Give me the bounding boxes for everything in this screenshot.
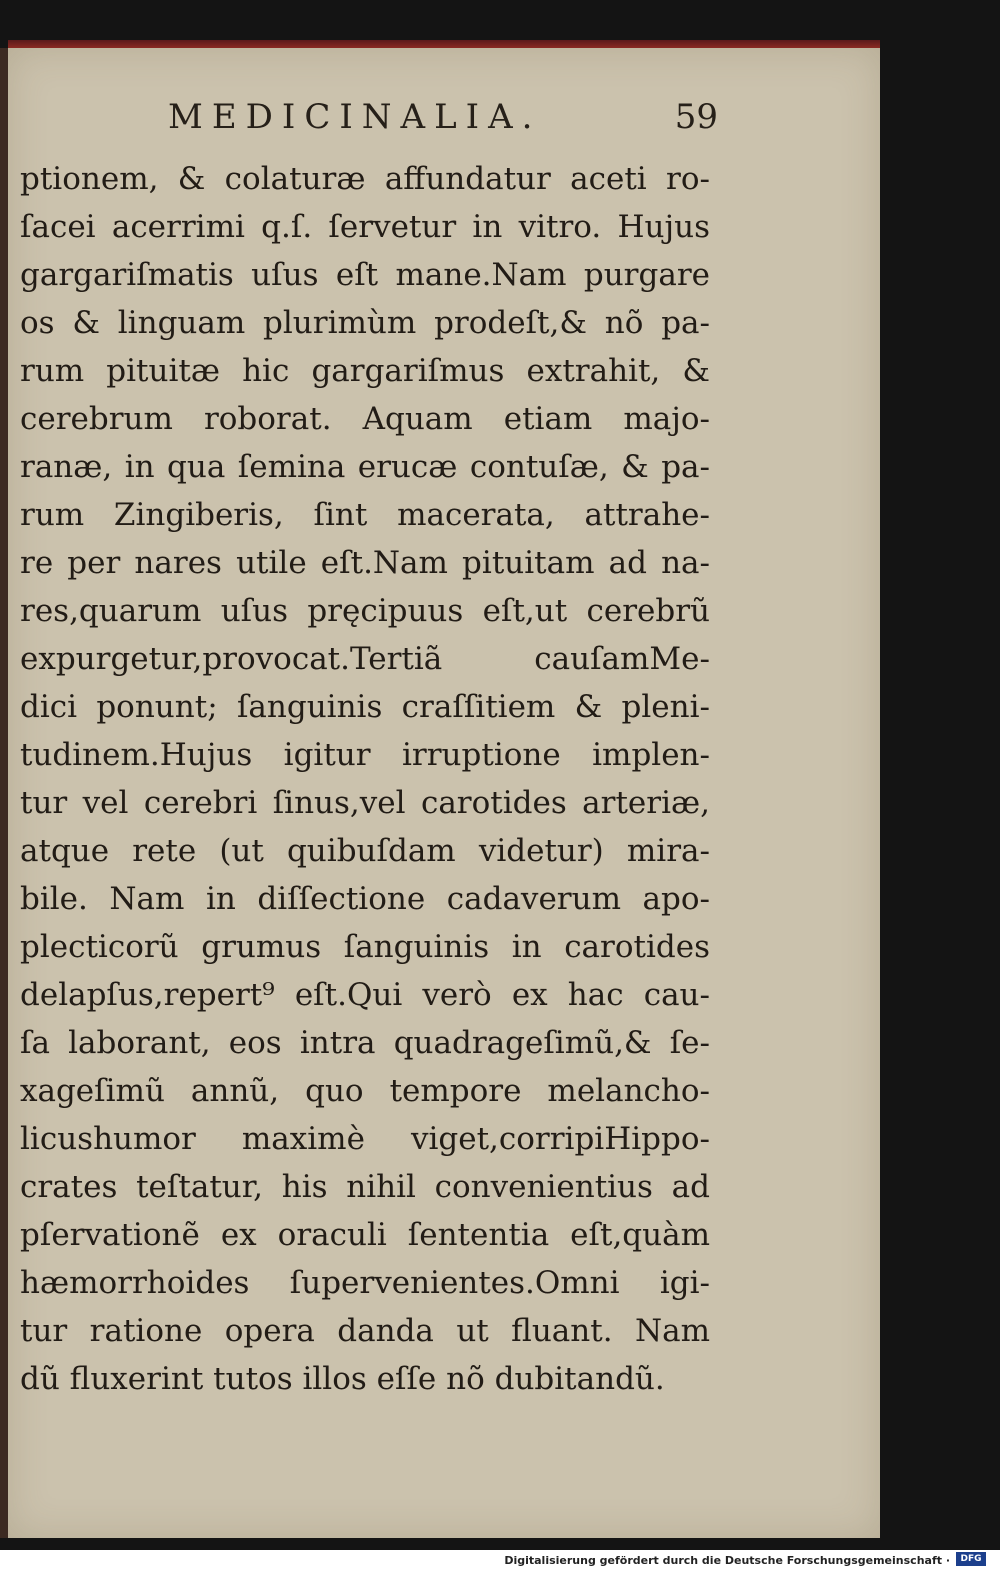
text-line: crates teſtatur, his nihil convenientius ad xyxy=(20,1169,710,1205)
page-edge-left xyxy=(0,48,8,1538)
text-line: ſa laborant, eos intra quadrageſimũ,& ſe- xyxy=(20,1025,710,1061)
text-line: dũ fluxerint tutos illos eſſe nõ dubitandũ. xyxy=(20,1361,665,1397)
text-line: ptionem, & colaturæ affundatur aceti ro- xyxy=(20,161,710,197)
page-number: 59 xyxy=(674,97,718,137)
text-line: dici ponunt; ſanguinis craſſitiem & pleni- xyxy=(20,689,710,725)
text-line: rum pituitæ hic gargariſmus extrahit, & xyxy=(20,353,710,389)
text-line: xageſimũ annũ, quo tempore melancho- xyxy=(20,1073,710,1109)
running-head: MEDICINALIA. xyxy=(168,97,542,137)
text-line: delapſus,repert⁹ eſt.Qui verò ex hac cau- xyxy=(20,977,710,1013)
text-line: expurgetur,provocat.Tertiã cauſamMe- xyxy=(20,641,710,677)
text-line: ranæ, in qua ſemina erucæ contuſæ, & pa- xyxy=(20,449,710,485)
text-line: tur vel cerebri ſinus,vel carotides arteriæ, xyxy=(20,785,710,821)
text-line: cerebrum roborat. Aquam etiam majo- xyxy=(20,401,710,437)
text-line: os & linguam plurimùm prodeſt,& nõ pa- xyxy=(20,305,710,341)
body-text xyxy=(20,155,710,1403)
text-line: rum Zingiberis, ſint macerata, attrahe- xyxy=(20,497,710,533)
dfg-logo-icon: DFG xyxy=(956,1552,986,1566)
text-line: res,quarum uſus pręcipuus eſt,ut cerebrũ xyxy=(20,593,710,629)
text-line: bile. Nam in diſſectione cadaverum apo- xyxy=(20,881,710,917)
page-edge-top xyxy=(8,40,880,48)
text-line: hæmorrhoides ſupervenientes.Omni igi- xyxy=(20,1265,710,1301)
digitization-credit: Digitalisierung gefördert durch die Deutsche Forschungsgemeinschaft · xyxy=(504,1554,950,1567)
text-line: tur ratione opera danda ut fluant. Nam xyxy=(20,1313,710,1349)
text-line: pſervationẽ ex oraculi ſententia eſt,quàm xyxy=(20,1217,710,1253)
text-line: gargariſmatis uſus eſt mane.Nam purgare xyxy=(20,257,710,293)
text-line: licushumor maximè viget,corripiHippo- xyxy=(20,1121,710,1157)
text-line: plecticorũ grumus ſanguinis in carotides xyxy=(20,929,710,965)
text-line: atque rete (ut quibuſdam videtur) mira- xyxy=(20,833,710,869)
text-line: tudinem.Hujus igitur irruptione implen- xyxy=(20,737,710,773)
text-line: re per nares utile eſt.Nam pituitam ad na- xyxy=(20,545,710,581)
page-header xyxy=(168,97,718,147)
text-line: ſacei acerrimi q.ſ. ſervetur in vitro. Hujus xyxy=(20,209,710,245)
